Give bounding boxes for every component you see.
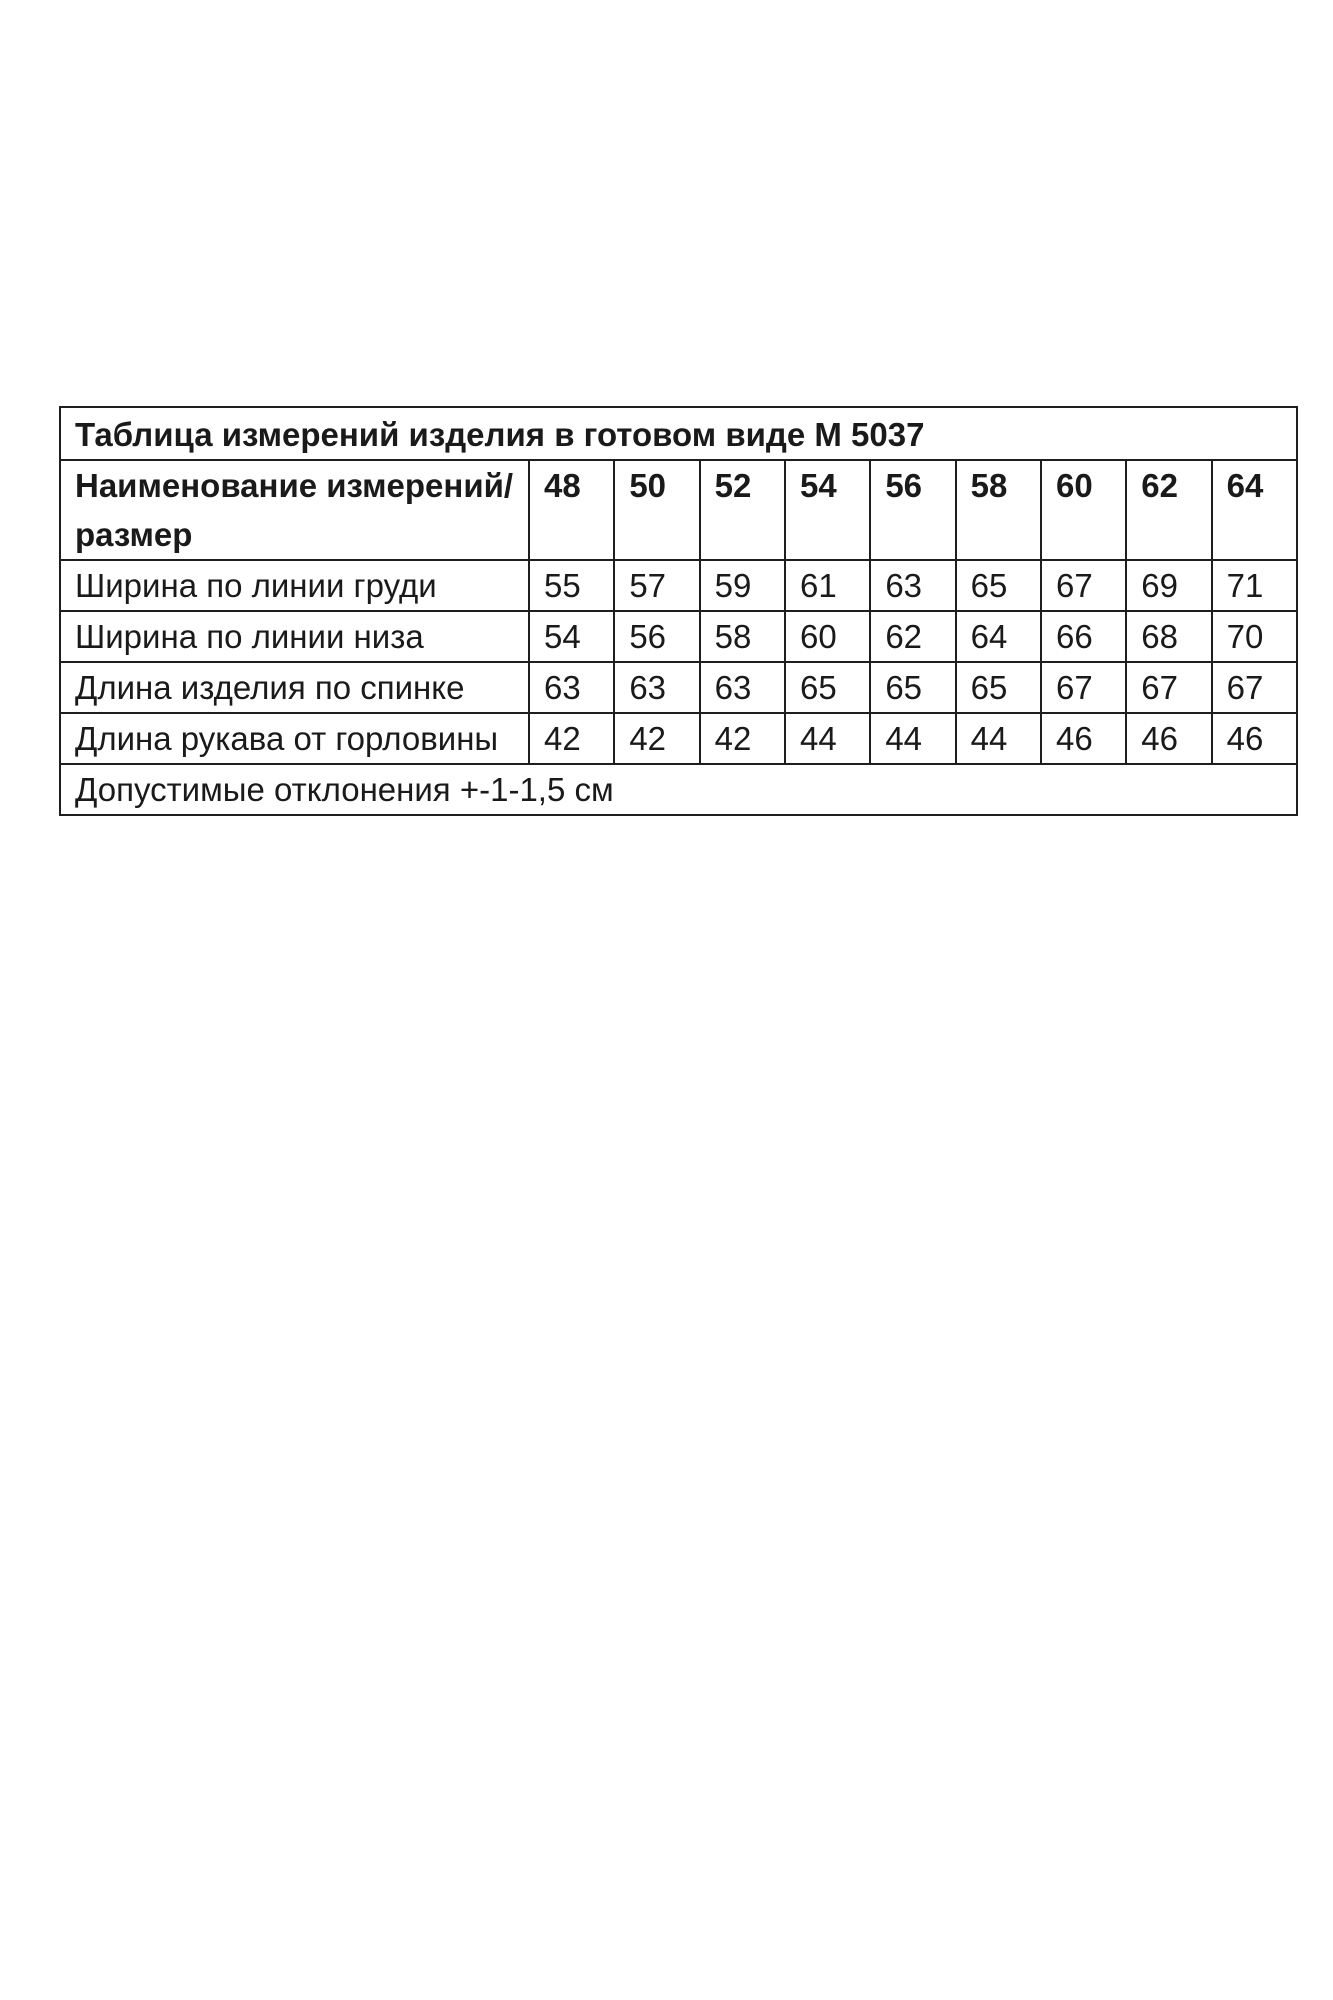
- table-cell: 59: [700, 560, 785, 611]
- table-cell: 46: [1041, 713, 1126, 764]
- table-cell: 44: [785, 713, 870, 764]
- size-header: 56: [870, 460, 955, 560]
- size-header: 62: [1126, 460, 1211, 560]
- table-cell: 67: [1212, 662, 1297, 713]
- table-cell: 46: [1126, 713, 1211, 764]
- size-header: 52: [700, 460, 785, 560]
- row-label: Ширина по линии низа: [60, 611, 529, 662]
- table-row: [60, 611, 1297, 662]
- table-cell: 69: [1126, 560, 1211, 611]
- table-row: [60, 662, 1297, 713]
- row-label: Длина рукава от горловины: [60, 713, 529, 764]
- table-cell: 70: [1212, 611, 1297, 662]
- table-cell: 71: [1212, 560, 1297, 611]
- size-header: 64: [1212, 460, 1297, 560]
- table-cell: 44: [870, 713, 955, 764]
- table-cell: 65: [870, 662, 955, 713]
- table-cell: 63: [700, 662, 785, 713]
- table-cell: 65: [956, 560, 1041, 611]
- table-cell: 54: [529, 611, 614, 662]
- table-cell: 58: [700, 611, 785, 662]
- table-cell: 44: [956, 713, 1041, 764]
- table-cell: 62: [870, 611, 955, 662]
- size-header: 58: [956, 460, 1041, 560]
- table-cell: 63: [614, 662, 699, 713]
- row-label: Длина изделия по спинке: [60, 662, 529, 713]
- table-cell: 55: [529, 560, 614, 611]
- note-row: [60, 764, 1297, 815]
- table-cell: 67: [1041, 662, 1126, 713]
- header-row: [60, 460, 1297, 560]
- table-title: Таблица измерений изделия в готовом виде М 5037: [60, 407, 1297, 460]
- table-cell: 46: [1212, 713, 1297, 764]
- measurement-table: [59, 406, 1298, 816]
- size-header: 50: [614, 460, 699, 560]
- table-cell: 56: [614, 611, 699, 662]
- table-cell: 63: [529, 662, 614, 713]
- table-cell: 65: [956, 662, 1041, 713]
- table-cell: 66: [1041, 611, 1126, 662]
- table-cell: 67: [1041, 560, 1126, 611]
- table-cell: 65: [785, 662, 870, 713]
- table-row: [60, 713, 1297, 764]
- table-cell: 68: [1126, 611, 1211, 662]
- table-cell: 60: [785, 611, 870, 662]
- header-label: Наименование измерений/размер: [60, 460, 529, 560]
- size-header: 48: [529, 460, 614, 560]
- row-label: Ширина по линии груди: [60, 560, 529, 611]
- table-cell: 42: [529, 713, 614, 764]
- table-row: [60, 560, 1297, 611]
- tolerance-note: Допустимые отклонения +-1-1,5 см: [60, 764, 1297, 815]
- table-cell: 61: [785, 560, 870, 611]
- table-body: [60, 407, 1297, 815]
- table-cell: 42: [614, 713, 699, 764]
- table-cell: 67: [1126, 662, 1211, 713]
- title-row: [60, 407, 1297, 460]
- table-cell: 57: [614, 560, 699, 611]
- size-header: 54: [785, 460, 870, 560]
- table-cell: 64: [956, 611, 1041, 662]
- table-cell: 63: [870, 560, 955, 611]
- table-cell: 42: [700, 713, 785, 764]
- measurement-sheet: [59, 406, 1296, 816]
- size-header: 60: [1041, 460, 1126, 560]
